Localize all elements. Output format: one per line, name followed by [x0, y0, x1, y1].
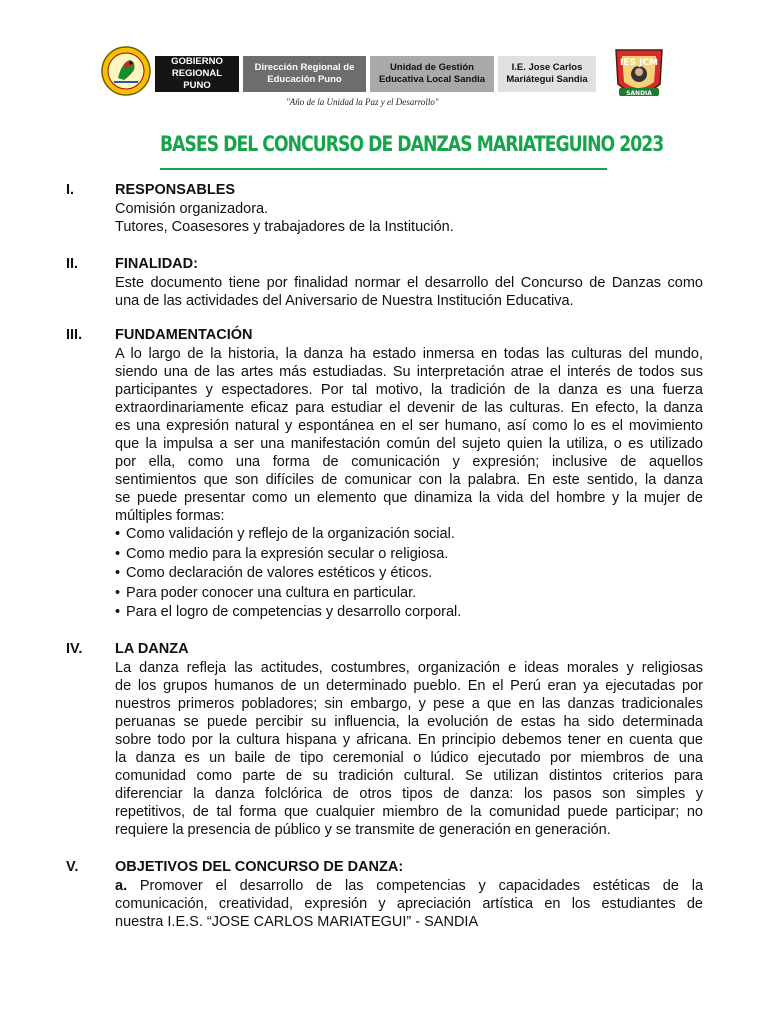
paragraph-line: Tutores, Coasesores y trabajadores de la Institución. [115, 219, 454, 235]
list-item: • Como validación y reflejo de la organización social. [115, 525, 703, 545]
section-number: II. [66, 256, 79, 272]
item-letter: a. [115, 878, 128, 894]
section-body [115, 274, 703, 310]
paragraph-line: por ella, como una forma de comunicación y expresión; inclusive de aquellos [115, 454, 703, 470]
paragraph-line: una de las actividades del Aniversario de Nuestra Institución Educativa. [115, 293, 574, 309]
paragraph-line: Comisión organizadora. [115, 201, 269, 217]
section-number: I. [66, 182, 75, 198]
paragraph-line: requiere la presencia de público y se transmite de generación en generación. [115, 822, 611, 838]
paragraph-line: extraordinariamente eficaz para estudiar el devenir de las culturas. En efecto, la danza [115, 400, 703, 416]
paragraph-line: nuestros primeros pobladores; sin embargo, y pese a que en las danzas tradicionales [115, 696, 703, 712]
section-body [115, 877, 703, 931]
paragraph-line: comunidad como parte de su tradición cultural. Se utilizan distintos criterios para [115, 768, 703, 784]
paragraph-line [115, 877, 703, 895]
bullet-list [115, 525, 703, 623]
paragraph-line: que la impulsa a ser una manifestación común del sujeto quien la utiliza, o es utilizado [115, 436, 703, 452]
ugel-box: Unidad de Gestión Educativa Local Sandia [370, 56, 494, 92]
institution-banner [155, 56, 596, 92]
paragraph-line: comunicación, creatividad, expresión y apreciación artística en los estudiantes de [115, 896, 703, 912]
section-heading: FINALIDAD: [115, 256, 198, 272]
section-body [115, 200, 703, 236]
document-header [100, 44, 668, 124]
objective-text: Promover el desarrollo de las competencias y capacidades estéticas de la [139, 878, 704, 894]
section-heading: LA DANZA [115, 641, 189, 657]
section-heading: RESPONSABLES [115, 182, 236, 198]
paragraph-line: La danza refleja las actitudes, costumbres, organización e ideas morales y religiosas [115, 660, 703, 676]
section-number: V. [66, 859, 79, 875]
paragraph-line: sentimientos que son difíciles de comunicar con la palabra. En este sentido, la danza [115, 472, 703, 488]
paragraph-line: repetitivos, de tal forma que cualquier miembro de la comunidad puede participar; no [115, 804, 703, 820]
list-item: • Para el logro de competencias y desarrollo corporal. [115, 603, 703, 623]
paragraph-line: Este documento tiene por finalidad normar el desarrollo del Concurso de Danzas como [115, 275, 703, 291]
section-heading: OBJETIVOS DEL CONCURSO DE DANZA: [115, 859, 404, 875]
paragraph-line: es una expresión natural y espontánea en el ser humano, así como lo es el movimiento [115, 418, 703, 434]
crest-city: SANDIA [626, 90, 652, 97]
crest-initials: IES JCM [619, 58, 659, 68]
paragraph-line: diferenciar la danza folclórica de otros tipos de danza: los pasos son simples y [115, 786, 703, 802]
paragraph-line: la danza es un baile de tipo ceremonial o lúdico ejecutado por miembros de una [115, 750, 703, 766]
paragraph-line: peruanas se puede percibir su influencia, la evolución de estas ha sido determinada [115, 714, 703, 730]
list-item: • Para poder conocer una cultura en particular. [115, 584, 703, 604]
section-body [115, 659, 703, 839]
paragraph-line: participantes y espectadores. Por tal motivo, la tradición de la danza es una fuerza [115, 382, 703, 398]
document-title: BASES DEL CONCURSO DE DANZAS MARIATEGUINO 2023 [160, 132, 664, 157]
paragraph-line: de los grupos humanos de un determinado pueblo. En el Perú eran ya ejecutadas por [115, 678, 703, 694]
ie-box: I.E. Jose Carlos Mariátegui Sandia [498, 56, 596, 92]
section-number: III. [66, 327, 83, 343]
paragraph-line: nuestra I.E.S. “JOSE CARLOS MARIATEGUI” - SANDIA [115, 914, 479, 930]
section-body [115, 345, 703, 623]
section-number: IV. [66, 641, 83, 657]
paragraph-line: se puede presentar como un elemento que dinamiza la vida del hombre y la mujer de [115, 490, 703, 506]
list-item: • Como declaración de valores estéticos y éticos. [115, 564, 703, 584]
gobierno-regional-box: GOBIERNO REGIONAL PUNO [155, 56, 239, 92]
paragraph-line: múltiples formas: [115, 508, 225, 524]
paragraph-line: A lo largo de la historia, la danza ha estado inmersa en todas las culturas del mundo, [115, 346, 703, 362]
year-motto: "Año de la Unidad la Paz y el Desarrollo" [286, 97, 439, 107]
title-underline [160, 168, 607, 170]
direccion-regional-box: Dirección Regional de Educación Puno [243, 56, 366, 92]
section-heading: FUNDAMENTACIÓN [115, 327, 253, 343]
list-item: • Como medio para la expresión secular o religiosa. [115, 545, 703, 565]
school-crest-icon [610, 44, 668, 102]
paragraph-line: sobre todo por la cultura hispana y africana. En principio debemos tener en cuenta que [115, 732, 703, 748]
ugel-sandia-emblem-icon [100, 44, 152, 100]
paragraph-line: siendo una de las artes más estudiadas. Su interpretación atrae el interés de todos sus [115, 364, 703, 380]
